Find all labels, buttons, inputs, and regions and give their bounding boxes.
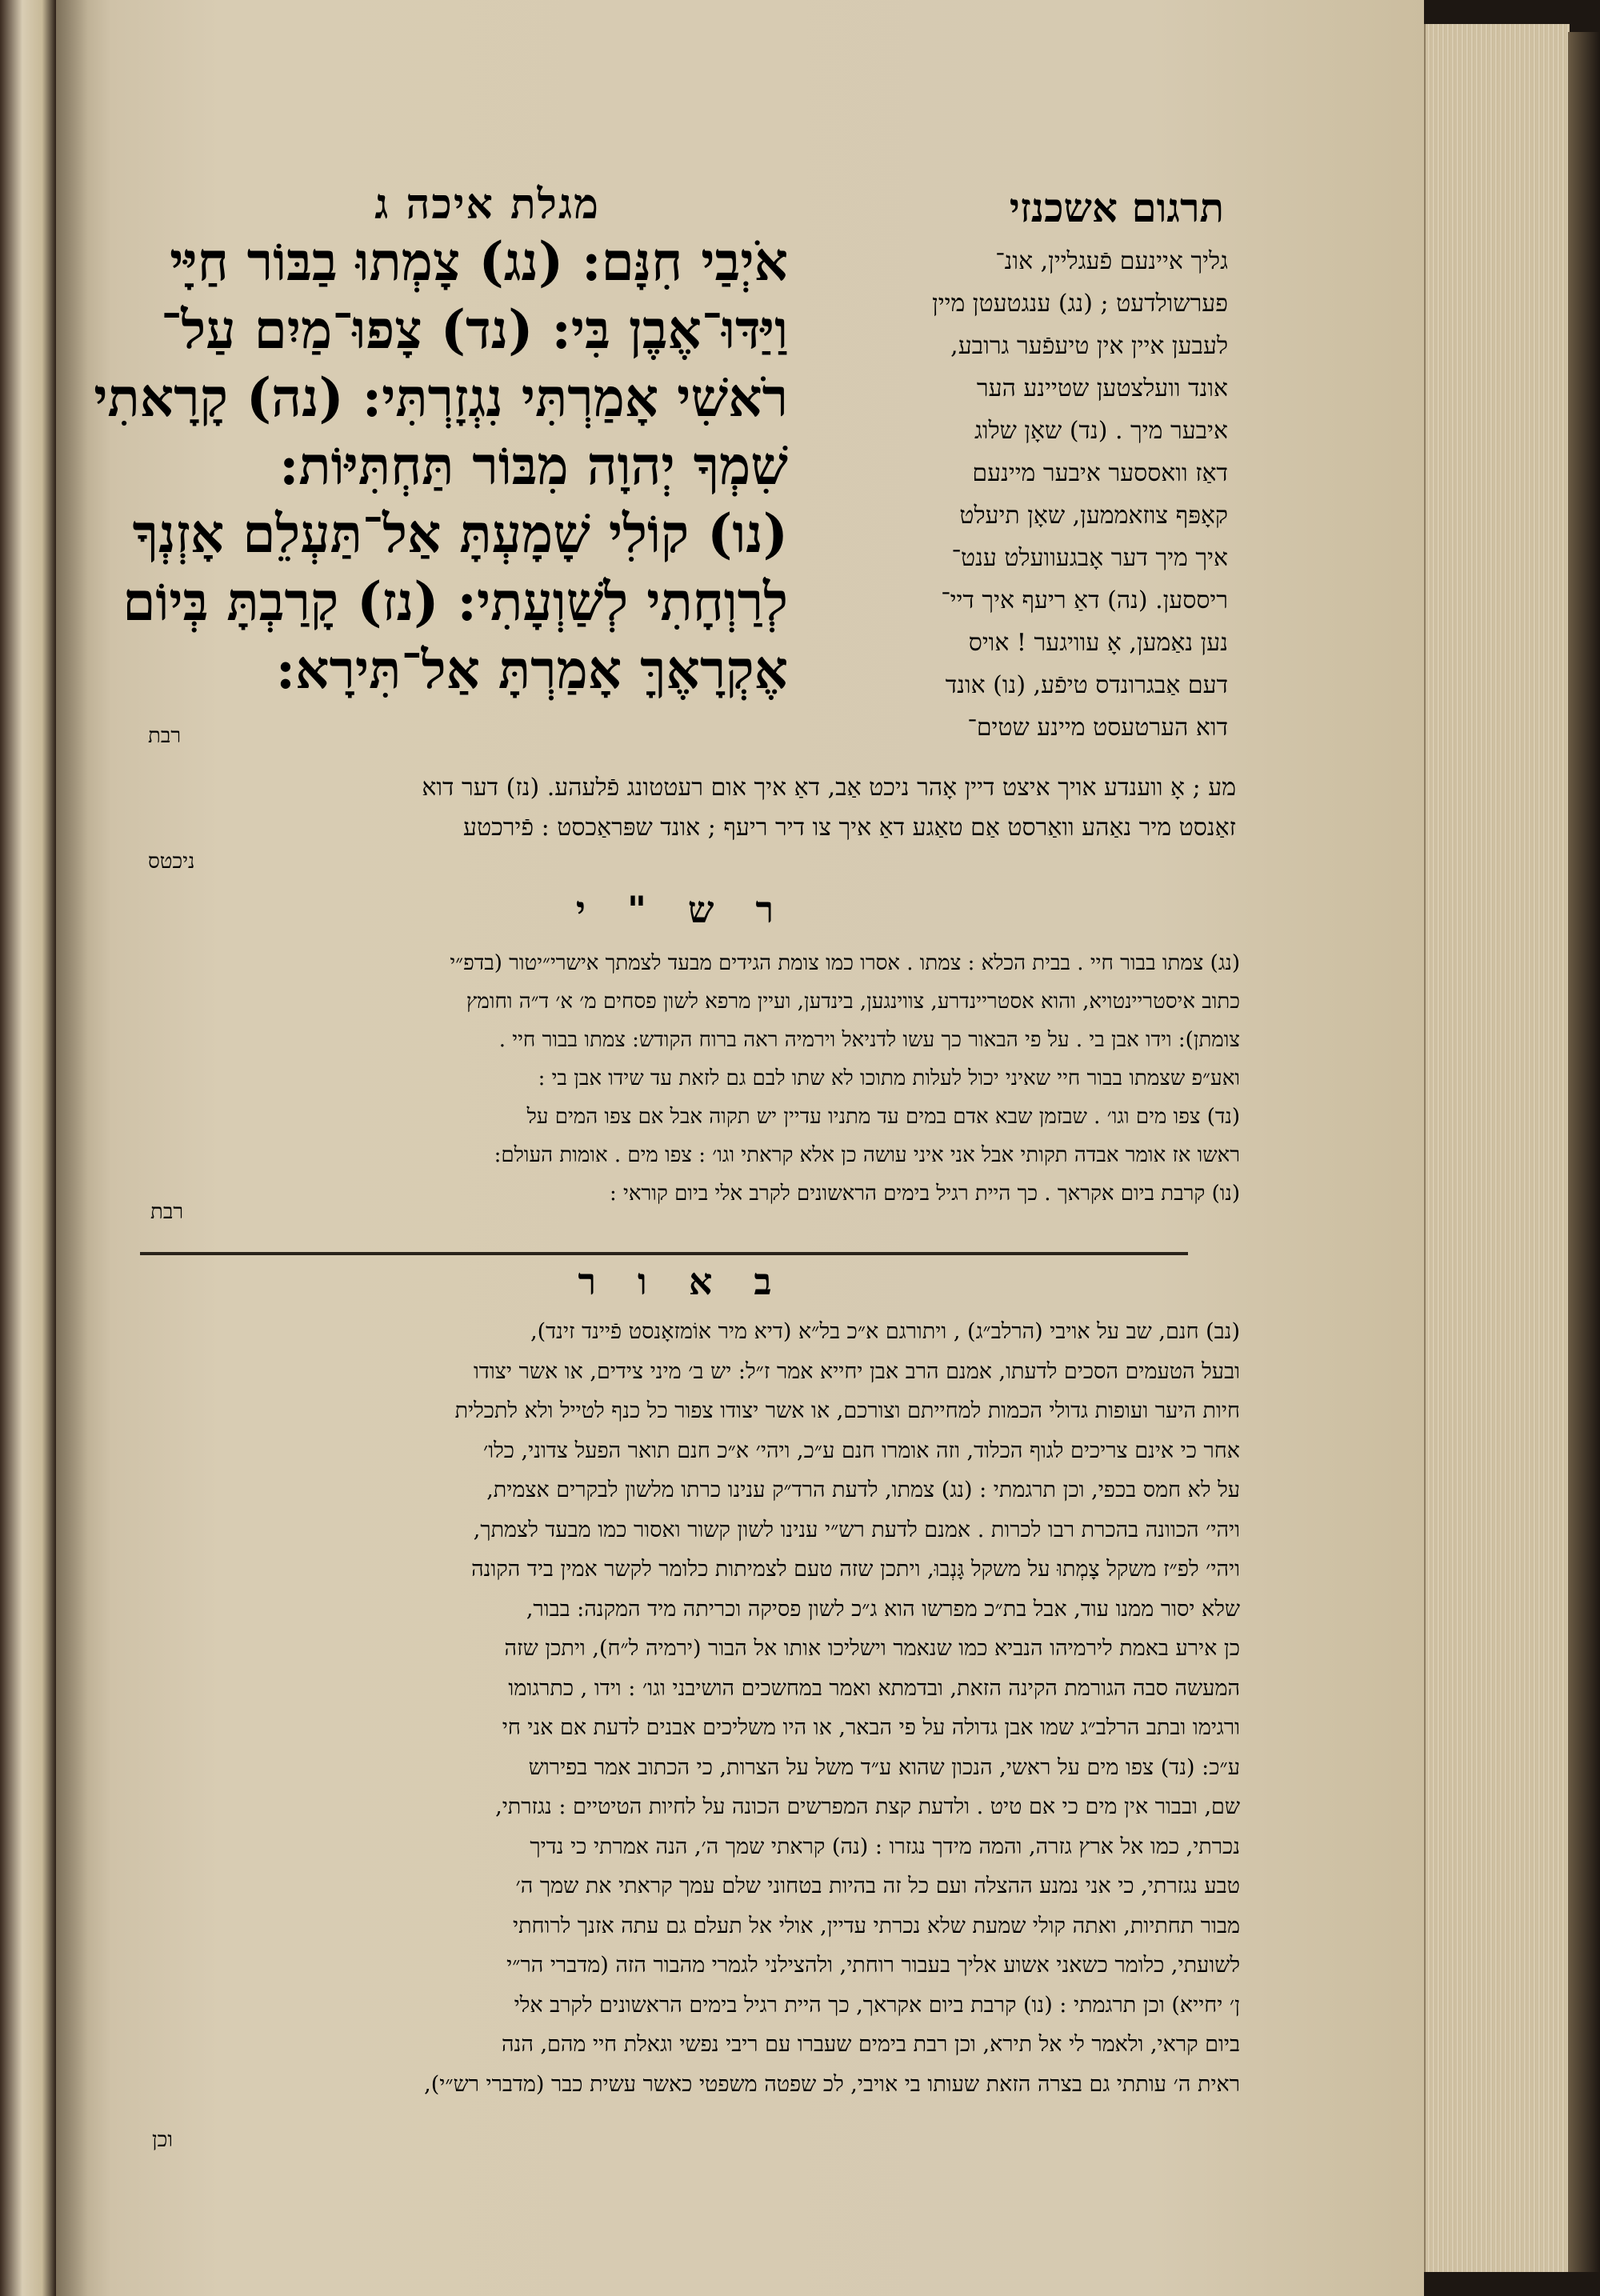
rashi-line: צומתן): וידו אבן בי . על פי הבאור כך עשו לדניאל וירמיה ראה ברוח הקודש: צמתו בבור חיי . (498, 1028, 1240, 1052)
biur-commentary (128, 1312, 1240, 2104)
yiddish-line: דוא הערטעסט מיינע שטים־ (967, 714, 1228, 742)
running-head-book: מגלת איכה ג (374, 180, 600, 229)
biur-line: ביום קראי, ולאמר לי אל תירא, וכן רבת בימים שעברו עם ריבי נפשי וגאלת חיי מהם, הנה (502, 2032, 1240, 2057)
catchword-biur: וכן (152, 2128, 173, 2152)
hebrew-verse-line: לְרַוְחָתִי לְשַׁוְעָתִי: (נז) קָרַבְתָּ בְּיוֹם (122, 570, 788, 633)
hebrew-verse-column (84, 228, 788, 704)
biur-line: ויהי׳ הכוונה בהכרת רבו לכרות . אמנם לדעת רש״י ענינו לשון קשור ואסור כמו מבעד לצמתך, (473, 1517, 1240, 1542)
adjacent-page-edge (0, 0, 56, 2296)
biur-line: על לא חמס בכפי, וכן תרגמתי : (נג) צמתו, לדעת הרד״ק ענינו כרתו מלשון לבקרים אצמית, (486, 1478, 1240, 1502)
biur-line: ורגימו ובתב הרלב״ג שמו אבן גדולה על פי הבאר, או היו משליכים אבנים לדעת אם אני חי (502, 1715, 1240, 1740)
yiddish-line: איבער מיך . (נד) שאָן שלוג (974, 417, 1228, 445)
hebrew-verse-line: שִׁמְךָ יְהוָה מִבּוֹר תַּחְתִּיּוֹת: (279, 434, 788, 497)
yiddish-continuation (128, 768, 1236, 848)
biur-line: ראית ה׳ עותתי גם בצרה הזאת שעותו בי אויבי, לכ שפטה משפטי כאשר עשית כבר (מדברי רש״י), (424, 2071, 1240, 2097)
yiddish-line: זאַנסט מיר נאַהע וואַרסט אַם טאַגע דאַ איך צו דיר ריעף ; אונד שפּראַכסט : פֿירכטע (462, 814, 1236, 842)
rashi-line: ראשו אז אומר אבדה תקותי אבל אני איני עושה כן אלא קראתי וגו׳ : צפו מים . אומות העולם: (494, 1143, 1240, 1167)
section-divider (140, 1252, 1188, 1255)
biur-heading: ב א ו ר (578, 1260, 786, 1303)
hebrew-verse-line: (נו) קוֹלִי שָׁמָעְתָּ אַל־תַּעְלֵם אָזְנְךָ (132, 502, 788, 565)
biur-line: שלא יסור ממנו עוד, אבל בת״כ מפרשו הוא ג״כ לשון פסיקה וכריתה מיד המקנה: בבור, (526, 1596, 1240, 1622)
yiddish-line: ריססען. (נה) דאַ ריעף איך דיי־ (941, 586, 1228, 614)
yiddish-line: לעבען איין אין טיעפֿער גרובע, (950, 332, 1228, 360)
rashi-line: (נג) צמתו בבור חיי . בבית הכלא : צמתו . אסרו כמו צומת הגידים מבעד לצמתך אישרי״יטור (בדפ״י (450, 951, 1240, 975)
yiddish-line: קאָפּף צוזאממען, שאָן תיעלט (959, 502, 1228, 530)
biur-line: נכרתי, כמו אל ארץ גזרה, והמה מידך נגזרו : (נה) קראתי שמך ה׳, הנה אמרתי כי נדיך (530, 1834, 1240, 1859)
running-head-translation: תרגום אשכנזי (1009, 184, 1224, 231)
catchword-rashi: רבת (150, 1200, 184, 1224)
rashi-line: (נד) צפו מים וגו׳ . שבזמן שבא אדם במים עד מתניו עדיין יש תקוה אבל אם צפו המים על (526, 1105, 1240, 1129)
rashi-line: כתוב איסטריינטויא, והוא אסטריינדרע, צווינגען, בינדען, ועיין מרפא לשון פסחים מ׳ א׳ ד״ה וחומץ (466, 990, 1240, 1014)
hebrew-verse-line: רֹאשִׁי אָמַרְתִּי נִגְזָרְתִּי: (נה) קָרָאתִי (94, 366, 788, 429)
yiddish-line: נען נאַמען, אָ עוויגער ! אויס (968, 629, 1228, 657)
biur-line: ובעל הטעמים הסכים לדעתו, אמנם הרב אבן יחייא אמר ז״ל: יש ב׳ מיני צידים, או אשר יצודו (473, 1358, 1240, 1384)
yiddish-line: פערשולדעט ; (נג) ענגטעטן מיין (932, 290, 1228, 318)
rashi-line: (נו) קרבת ביום אקראך . כך היית רגיל בימים הראשונים לקרב אלי ביום קוראי : (610, 1182, 1240, 1206)
biur-line: המעשה סבה הגורמת הקינה הזאת, ובדמתא ואמר במחשכים הושיבני וגו׳ : וידו , כתרגומו (508, 1675, 1240, 1701)
yiddish-line: דעם אַבגרונדס טיפֿע, (נו) אונד (945, 671, 1228, 699)
biur-line: טבע נגזרתי, כי אני נמנע ההצלה ועם כל זה בהיות בטחוני שלם עמך קראתי את שמך ה׳ (515, 1874, 1240, 1898)
hebrew-verse-line: וַיַּדּוּ־אֶבֶן בִּי: (נד) צָפוּ־מַיִם עַל־ (161, 298, 788, 361)
biur-line: לשועתי, כלומר כשאני אשוע אליך בעבור רוחתי, ולהצילני לגמרי מהבור הזה (מדברי הר״י (506, 1953, 1240, 1978)
rashi-heading: ר ש " י (575, 888, 789, 931)
biur-line: ן׳ יחייא) וכן תרגמתי : (נו) קרבת ביום אקראך, כך היית רגיל בימים הראשונים לקרב אלי (514, 1992, 1240, 2018)
yiddish-line: מע ; אָ ווענדע אויך איצט דיין אָהר ניכט אַב, דאַ איך אום רעטטונג פֿלעהע. (נז) דער דוא (422, 774, 1236, 802)
biur-line: ויהי׳ לפ״ז משקל צָמְתוּ על משקל גָּנְבוּ, ויתכן שזה טעם לצמיתות כלומר לקשר אמין ביד הקונה (471, 1557, 1240, 1582)
biur-line: מבור תחתיות, ואתה קולי שמעת שלא נכרתי עדיין, אולי אל תעלם גם עתה אזנך לרוחתי (513, 1913, 1240, 1938)
biur-line: כן אירע באמת לירמיהו הנביא כמו שנאמר וישליכו אותו אל הבור (ירמיה ל״ח), ויתכן שזה (504, 1636, 1240, 1661)
biur-line: אחר כי אינם צריכים לגוף הכלוד, וזה אומרו חנם ע״כ, ויהי׳ א״כ חנם תואר הפעל צדוני, כלו׳ (483, 1438, 1240, 1463)
rashi-commentary (136, 944, 1240, 1213)
hebrew-verse-line: אֶקְרָאֶךָּ אָמַרְתָּ אַל־תִּירָא: (275, 638, 788, 701)
biur-line: (נב) חנם, שב על אויבי (הרלב״ג) , ויתורגם א״כ בל״א (דיא מיר אוֹמזאָנסט פֿיינד זינד), (530, 1319, 1240, 1344)
rashi-line: ואע״פ שצמתו בבור חיי שאיני יכול לעלות מתוכו לא שתו לבם גם לזאת עד שידו אבן בי : (538, 1066, 1240, 1090)
page-stack-shadow (1568, 32, 1600, 2272)
yiddish-line: אונד וועלצטען שטיינע הער (976, 374, 1228, 402)
gutter-shadow (56, 0, 88, 2296)
biur-line: ע״כ: (נד) צפו מים על ראשי, הנכון שהוא ע״ד משל על הצרות, כי הכתוב אמר בפירוש (528, 1754, 1240, 1780)
biur-line: שם, ובבור אין מים כי אם טיט . ולדעת קצת המפרשים הכונה על לחיות הטיטיים : נגזרתי, (495, 1794, 1240, 1819)
biur-line: חיות היער ועופות גדולי הכמות למחייתם וצורכם, או אשר יצודו צפור כל כנף לטייל ולא לתכלית (454, 1398, 1240, 1423)
yiddish-line: גליך איינעם פֿעגליין, אונ־ (995, 247, 1228, 275)
catchword-hebrew: רבת (148, 724, 182, 748)
catchword-yiddish: ניכטס (148, 850, 195, 874)
hebrew-verse-line: אֹיְבַי חִנָּם: (נג) צָמְתוּ בַבּוֹר חַיָּי (170, 230, 788, 293)
yiddish-translation-column (800, 240, 1228, 749)
yiddish-line: איך מיך דער אָבגעוועלט ענט־ (951, 544, 1228, 572)
yiddish-line: דאַז וואססער איבער מיינעם (972, 459, 1228, 487)
page-stack-edges (1424, 24, 1570, 2272)
